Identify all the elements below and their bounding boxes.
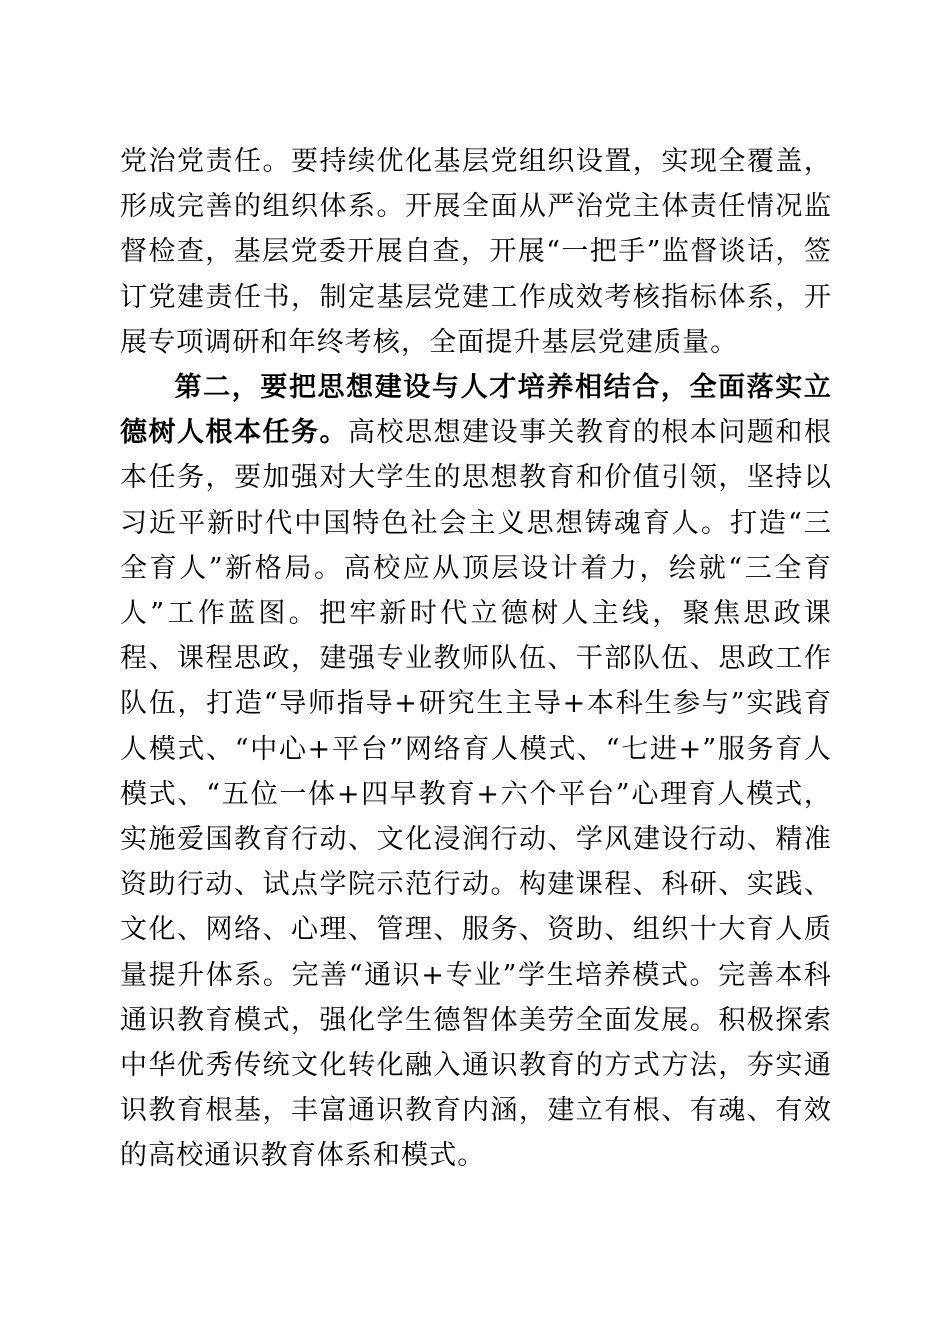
paragraph-1: 党治党责任。要持续优化基层党组织设置，实现全覆盖，形成完善的组织体系。开展全面从严治党主体责任情况监督检查，基层党委开展自查，开展“一把手”监督谈话，签订党建责任书，制定基层党建工作成效考核指标体系，开展专项调研和年终考核，全面提升基层党建质量。 [120,146,832,358]
paragraph-2-body: 高校思想建设事关教育的根本问题和根本任务，要加强对大学生的思想教育和价值引领，坚持以习近平新时代中国特色社会主义思想铸魂育人。打造“三全育人”新格局。高校应从顶层设计着力，绘就“三全育人”工作蓝图。把牢新时代立德树人主线，聚焦思政课程、课程思政，建强专业教师队伍、干部队伍、思政工作队伍，打造“导师指导+研究生主导+本科生参与”实践育人模式、“中心+平台”网络育人模式、“七进+”服务育人模式、“五位一体+四早教育+六个平台”心理育人模式，实施爱国教育行动、文化浸润行动、学风建设行动、精准资助行动、试点学院示范行动。构建课程、科研、实践、文化、网络、心理、管理、服务、资助、组织十大育人质量提升体系。完善“通识+专业”学生培养模式。完善本科通识教育模式，强化学生德智体美劳全面发展。积极探索中华优秀传统文化转化融入通识教育的方式方法，夯实通识教育根基，丰富通识教育内涵，建立有根、有魂、有效的高校通识教育体系和模式。 [120,417,833,1172]
paragraph-2-lead: 第二，要把思想建设与人才培养相结合，全面落实立德树人根本任务。 [120,372,832,449]
paragraph-2 [120,365,832,1179]
